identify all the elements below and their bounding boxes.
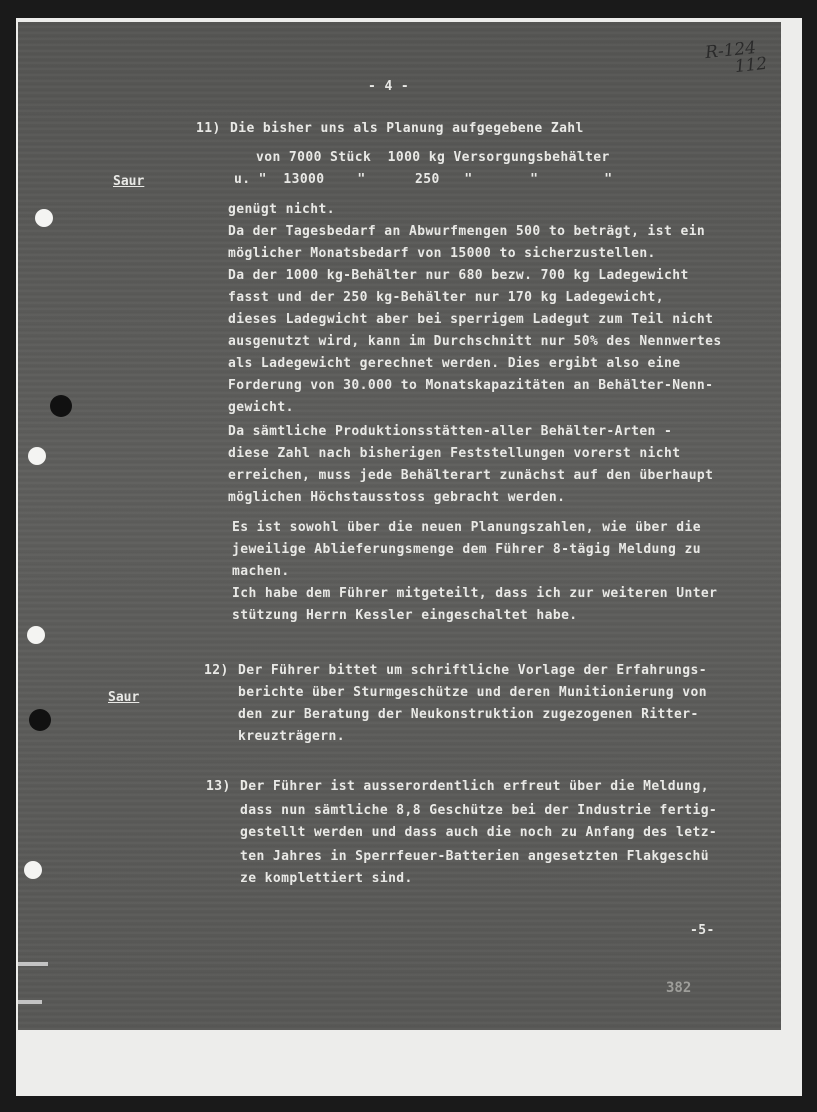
paragraph-line: Der Führer bittet um schriftliche Vorlage der Erfahrungs- (238, 663, 707, 678)
section-number: 12) (204, 663, 229, 678)
handwritten-note (704, 39, 768, 79)
paragraph-line: Die bisher uns als Planung aufgegebene Zahl (230, 121, 584, 136)
paragraph-line: kreuzträgern. (238, 729, 345, 744)
paragraph-line: Ich habe dem Führer mitgeteilt, dass ich zur weiteren Unter (232, 586, 718, 601)
paragraph-line: gestellt werden und dass auch die noch zu Anfang des letz- (240, 825, 718, 840)
paragraph-line: jeweilige Ablieferungsmenge dem Führer 8-tägig Meldung zu (232, 542, 701, 557)
note-line: 112 (733, 53, 769, 78)
margin-label: Saur (108, 690, 140, 705)
paragraph-line: ausgenutzt wird, kann im Durchschnitt nur 50% des Nennwertes (228, 334, 722, 349)
paragraph-line: als Ladegewicht gerechnet werden. Dies ergibt also eine (228, 356, 681, 371)
paragraph-line: fasst und der 250 kg-Behälter nur 170 kg Ladegewicht, (228, 290, 665, 305)
paragraph-line: erreichen, muss jede Behälterart zunächst auf den überhaupt (228, 468, 714, 483)
paragraph-line: möglicher Monatsbedarf von 15000 to sicherzustellen. (228, 246, 656, 261)
punch-hole (35, 209, 53, 227)
paragraph-line: gewicht. (228, 400, 294, 415)
paragraph-line: Es ist sowohl über die neuen Planungszahlen, wie über die (232, 520, 701, 535)
paragraph-line: von 7000 Stück 1000 kg Versorgungsbehälter (256, 150, 610, 165)
paragraph-line: berichte über Sturmgeschütze und deren Munitionierung von (238, 685, 707, 700)
paragraph-line: machen. (232, 564, 290, 579)
stamp-number: 382 (666, 980, 692, 996)
next-page-marker: -5- (690, 923, 715, 938)
section-number: 13) (206, 779, 231, 794)
section-number: 11) (196, 121, 221, 136)
note-line: R-124 (704, 37, 757, 64)
paragraph-line: Da der Tagesbedarf an Abwurfmengen 500 to beträgt, ist ein (228, 224, 706, 239)
paragraph-line: Forderung von 30.000 to Monatskapazitäten an Behälter-Nenn- (228, 378, 714, 393)
paragraph-line: Da sämtliche Produktionsstätten-aller Behälter-Arten - (228, 424, 673, 439)
margin-label: Saur (113, 174, 145, 189)
paragraph-line: Da der 1000 kg-Behälter nur 680 bezw. 700 kg Ladegewicht (228, 268, 689, 283)
punch-hole (29, 709, 51, 731)
paragraph-line: genügt nicht. (228, 202, 335, 217)
paragraph-line: dieses Ladegwicht aber bei sperrigem Ladegut zum Teil nicht (228, 312, 714, 327)
punch-hole (24, 861, 42, 879)
punch-hole (28, 447, 46, 465)
punch-hole (27, 626, 45, 644)
scratch-mark (18, 1000, 42, 1004)
page-number: - 4 - (368, 79, 410, 94)
paragraph-line: möglichen Höchstausstoss gebracht werden. (228, 490, 566, 505)
paragraph-line: stützung Herrn Kessler eingeschaltet habe. (232, 608, 578, 623)
punch-hole (50, 395, 72, 417)
paragraph-line: Der Führer ist ausserordentlich erfreut über die Meldung, (240, 779, 709, 794)
paragraph-line: diese Zahl nach bisherigen Feststellungen vorerst nicht (228, 446, 681, 461)
scratch-mark (18, 962, 48, 966)
paragraph-line: ze komplettiert sind. (240, 871, 413, 886)
paragraph-line: dass nun sämtliche 8,8 Geschütze bei der Industrie fertig- (240, 803, 718, 818)
paragraph-line: den zur Beratung der Neukonstruktion zugezogenen Ritter- (238, 707, 699, 722)
paragraph-line: ten Jahres in Sperrfeuer-Batterien angesetzten Flakgeschü (240, 849, 709, 864)
paragraph-line: u. " 13000 " 250 " " " (234, 172, 613, 187)
